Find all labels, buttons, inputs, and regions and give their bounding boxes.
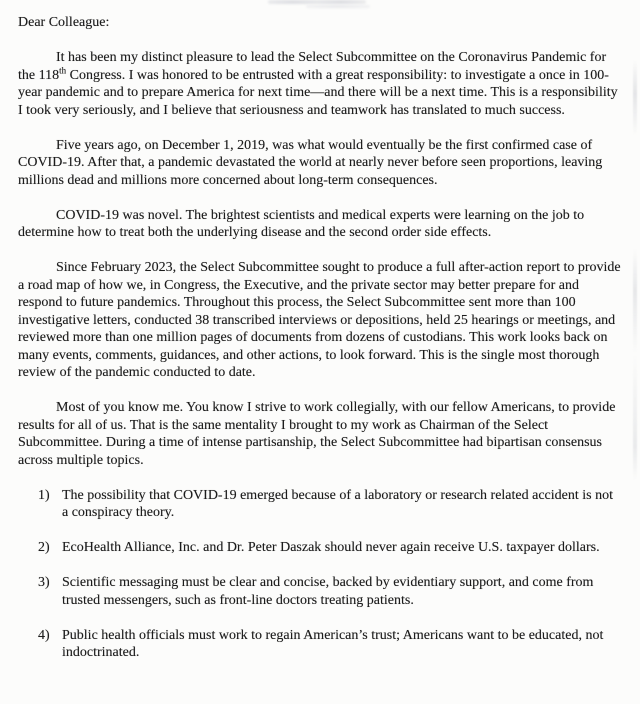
paragraph-five-years: Five years ago, on December 1, 2019, was what would eventually be the first confirmed case of COVID-19. After that, a pandemic devastated the world at nearly never before seen proportions, leaving millions dead and millions more concerned about long-term consequences. — [18, 137, 603, 188]
list-item — [18, 539, 622, 557]
scan-edge-artifact — [633, 60, 637, 480]
cut-off-text-smudge — [306, 5, 370, 8]
paragraph-intro-text-cont: Congress. I was honored to be entrusted with a great responsibility: to investigate a once in 100-year pandemic and to prepare America for next time—and there will be a next time. This is a responsibility I took very seriously, and I believe that seriousness and teamwork has translated to much success. — [18, 67, 618, 118]
list-item-number: 3) — [38, 575, 50, 590]
list-item-text: The possibility that COVID-19 emerged because of a laboratory or research related accident is not a conspiracy theory. — [62, 487, 613, 520]
list-item-text: Scientific messaging must be clear and concise, backed by evidentiary support, and come from trusted messengers, such as front-line doctors treating patients. — [62, 575, 594, 608]
list-item — [18, 487, 622, 522]
list-item-number: 1) — [38, 487, 50, 503]
list-item-number: 4) — [38, 627, 50, 643]
list-item-text: Public health officials must work to regain American’s trust; Americans want to be educated, not indoctrinated. — [62, 627, 604, 660]
list-item-text: EcoHealth Alliance, Inc. and Dr. Peter Daszak should never again receive U.S. taxpayer dollars. — [62, 540, 600, 555]
salutation: Dear Colleague: — [18, 15, 110, 30]
ordinal-suffix: th — [59, 64, 67, 75]
cut-off-header-text — [268, 0, 398, 10]
paragraph-intro-text: It has been my distinct pleasure to lead the Select Subcommittee on the Coronavirus Pandemic for the 118 — [18, 50, 607, 83]
paragraph-after-action-report: Since February 2023, the Select Subcommittee sought to produce a full after-action report to provide a road map of how we, in Congress, the Executive, and the private sector may better prepare for and respond to future pandemics. Throughout this process, the Select Subcommittee sent more than 100 investigative letters, conducted 38 transcribed interviews or depositions, held 25 hearings or meetings, and reviewed more than one million pages of documents from dozens of custodians. This work looks back on many events, comments, guidances, and other actions, to look forward. This is the single most thorough review of the pandemic conducted to date. — [18, 260, 621, 380]
paragraph-covid-novel: COVID-19 was novel. The brightest scientists and medical experts were learning on the job to determine how to treat both the underlying disease and the second order side effects. — [18, 207, 585, 240]
list-item — [18, 627, 622, 662]
paragraph-bipartisan: Most of you know me. You know I strive to work collegially, with our fellow Americans, to provide results for all of us. That is the same mentality I brought to my work as Chairman of the Select Subcommittee. During a time of intense partisanship, the Select Subcommittee had bipartisan consensus across multiple topics. — [18, 400, 616, 468]
numbered-findings-list — [18, 487, 622, 662]
list-item-number: 2) — [38, 540, 50, 555]
list-item — [18, 574, 622, 609]
cut-off-text-smudge — [268, 0, 366, 4]
paragraph-intro — [18, 49, 622, 119]
